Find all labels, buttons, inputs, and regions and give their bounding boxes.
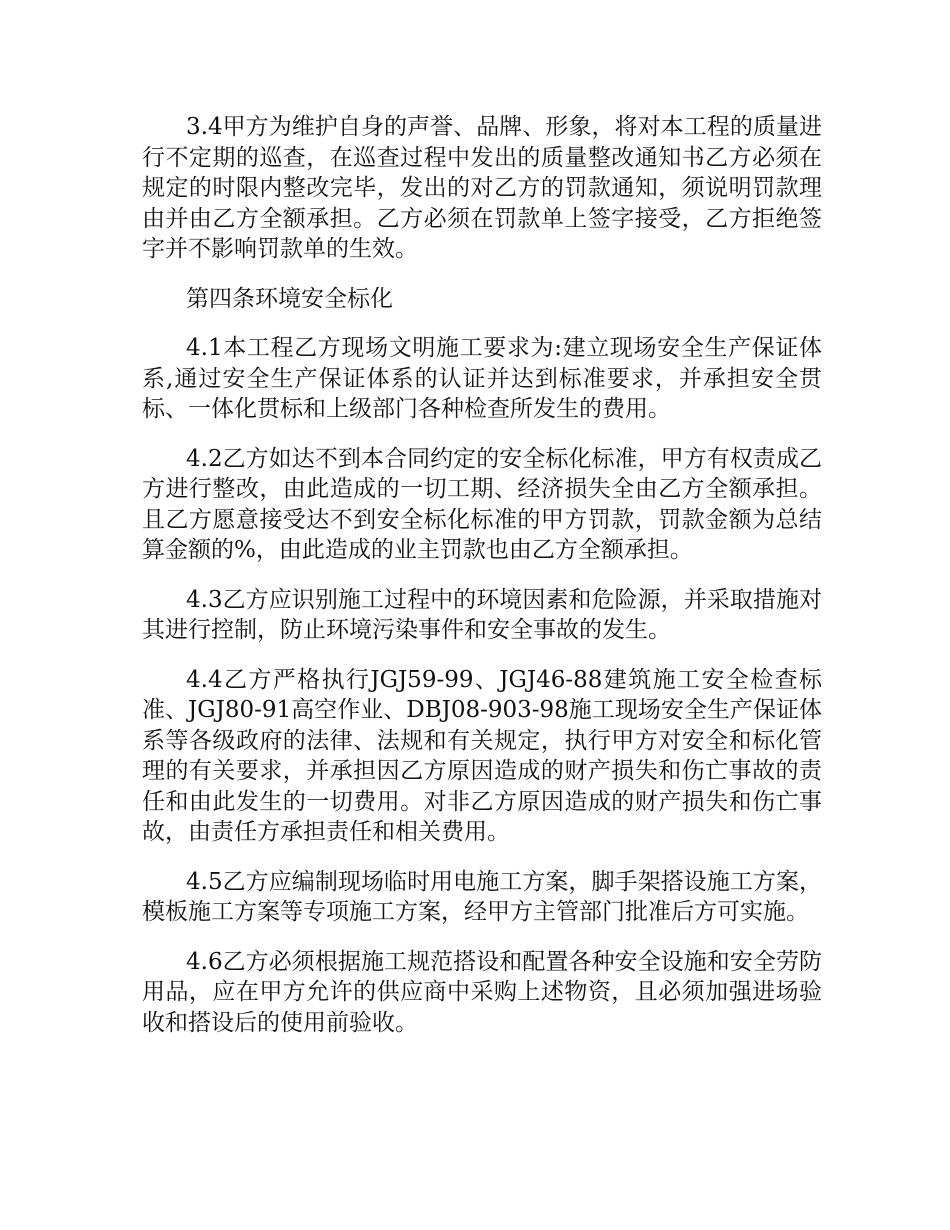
paragraph-4-2: 4.2乙方如达不到本合同约定的安全标化标准，甲方有权责成乙方进行整改，由此造成的一切工期、经济损失全由乙方全额承担。且乙方愿意接受达不到安全标化标准的甲方罚款，罚款金额为总结算金额的%，由此造成的业主罚款也由乙方全额承担。	[142, 445, 822, 563]
paragraph-4-1: 4.1本工程乙方现场文明施工要求为:建立现场安全生产保证体系,通过安全生产保证体系的认证并达到标准要求，并承担安全贯标、一体化贯标和上级部门各种检查所发生的费用。	[142, 335, 822, 422]
paragraph-4-4: 4.4乙方严格执行JGJ59-99、JGJ46-88建筑施工安全检查标准、JGJ80-91高空作业、DBJ08-903-98施工现场安全生产保证体系等各级政府的法律、法规和有关规定，执行甲方对安全和标化管理的有关要求，并承担因乙方原因造成的财产损失和伤亡事故的责任和由此发生的一切费用。对非乙方原因造成的财产损失和伤亡事故，由责任方承担责任和相关费用。	[142, 666, 822, 845]
section-heading-article-4: 第四条环境安全标化	[186, 285, 393, 312]
paragraph-4-5: 4.5乙方应编制现场临时用电施工方案，脚手架搭设施工方案，模板施工方案等专项施工方案，经甲方主管部门批准后方可实施。	[142, 868, 822, 925]
paragraph-4-3: 4.3乙方应识别施工过程中的环境因素和危险源，并采取措施对其进行控制，防止环境污染事件和安全事故的发生。	[142, 586, 822, 643]
paragraph-4-6: 4.6乙方必须根据施工规范搭设和配置各种安全设施和安全劳防用品，应在甲方允许的供应商中采购上述物资，且必须加强进场验收和搭设后的使用前验收。	[142, 948, 822, 1036]
paragraph-3-4: 3.4甲方为维护自身的声誉、品牌、形象，将对本工程的质量进行不定期的巡查，在巡查过程中发出的质量整改通知书乙方必须在规定的时限内整改完毕，发出的对乙方的罚款通知，须说明罚款理由并由乙方全额承担。乙方必须在罚款单上签字接受，乙方拒绝签字并不影响罚款单的生效。	[142, 114, 822, 262]
document-page	[142, 112, 822, 1057]
